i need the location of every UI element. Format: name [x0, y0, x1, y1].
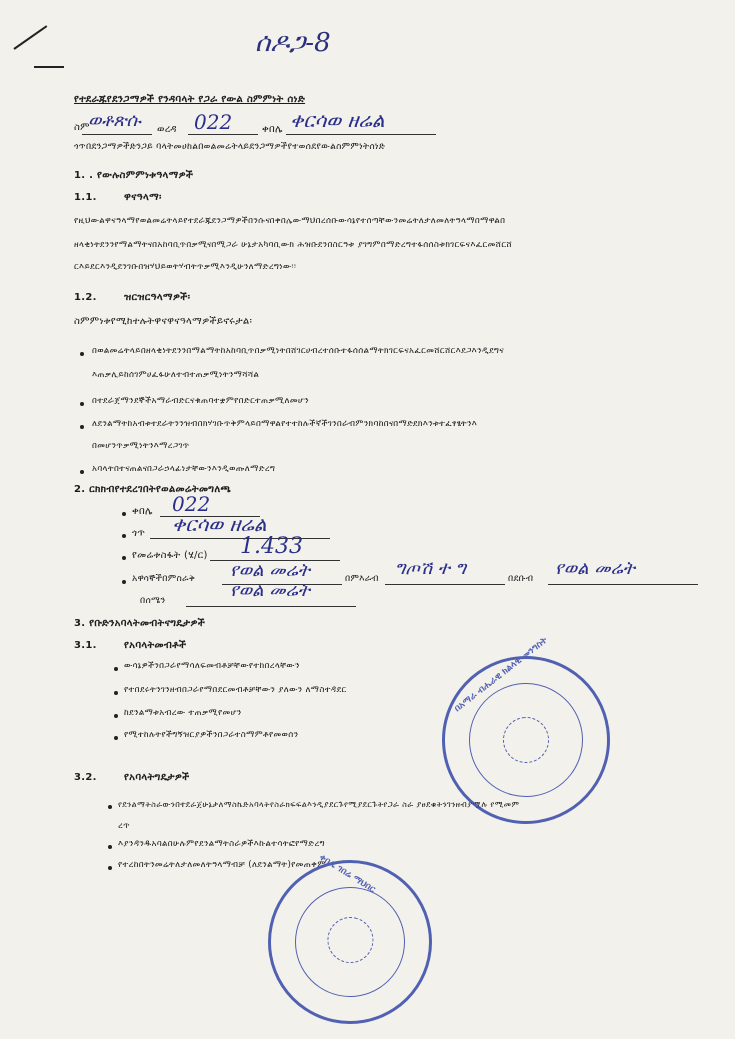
land-got-value: ቀርሳወ ዘሬል: [172, 512, 267, 536]
section-3-heading: 3. የቡድንአባላትመብትናግዴታዎች: [74, 618, 206, 629]
section-1-2-intro: ስምምነቱየሚከተሉትዋናዋናዓላማዎችይኖሩታል፡: [74, 316, 253, 327]
objective-item-4: አባላትበተናጠልናበጋራኃላፊነታቸውንእንዲወጡለማድረግ: [92, 464, 276, 474]
woreda-label: ወረዳ: [157, 124, 177, 135]
kebele-label: ቀበሌ: [262, 124, 283, 135]
stamp-right-text: በአማራ ብሔራዊ ክልላዊ መንግስት: [452, 635, 550, 715]
bullet-dot: [114, 691, 118, 695]
duty-item-1: የደንልማትስራውንበተደራጀሁኔታለማስኬድአባላትየስራክፍፍልእንዲያደርጉየሚያደርጉትየጋራ ስራ ያፀደቁትንገንዘብያሟሉ የሚመም: [118, 799, 520, 809]
bullet-dot: [80, 470, 84, 474]
bullet-dot: [80, 352, 84, 356]
kebele-handwritten: ቀርሳወ ዘሬል: [290, 108, 385, 132]
section-3-2-title: የአባላትግዴታዎች: [124, 772, 190, 783]
boundary-west-value: ግጦሽ ተ ግ: [395, 558, 467, 579]
boundary-south-label: በደቡብ: [508, 574, 534, 584]
stamp-bottom-text: ቀበሌ ገበሬ ማህበር: [317, 852, 377, 896]
section-1-2-number: 1.2.: [74, 292, 97, 303]
corner-mark: [13, 25, 47, 50]
section-1-1-line-2: ዘላቂነትደንንየማልማትናበአከባቢጥበቃሚናበሚጋራ ሁኔታአካባቢውክ ሕዝቡደንበስርዓቱ ያገግምበማድረግተፋሰሰስቱክገርፍናእፈርመሸርሸ: [74, 240, 513, 250]
objective-item-1: በወልመሬትላይበዘላቂነትደንንበማልማትከአከባቢጥበቃሚነትበሸገርሀብረተሰቡተፋሰሰልማትክገርፍናአፈርመሸርሸርእደጋእንዲደግና: [92, 346, 505, 356]
bullet-dot: [122, 556, 126, 560]
section-1-1-number: 1.1.: [74, 192, 97, 203]
duty-item-1-cont: ረጥ: [118, 821, 130, 831]
corner-dash: [34, 66, 64, 68]
objective-item-1-cont: እጠቃሊይከሰገምሀፈፋሁለተብተጠቃሚነትንማሻሻል: [92, 370, 260, 380]
boundary-south-underline: [548, 584, 698, 585]
land-kebele-label: ቀበሌ: [132, 506, 153, 517]
woreda-value: 022: [194, 110, 233, 134]
bullet-dot: [122, 512, 126, 516]
woreda-underline: [188, 134, 258, 135]
land-got-label: ጎጥ: [132, 528, 146, 539]
right-item-2: የተበደሩትንገንዘብበጋራየማበደርመብቶቻቸውን ያለውን ለማስተዳደር: [124, 685, 347, 695]
section-2-heading: 2. ርክክብየተደረገበትየወልመሬትመግለጫ: [74, 484, 232, 495]
boundary-east-label: አዋሳኞችበምስራቅ: [132, 574, 196, 584]
boundary-north-underline: [186, 606, 356, 607]
bullet-dot: [80, 425, 84, 429]
duty-item-2: እያንዳንዱአባልበሁሉምየደንልማትስራዎችእኩልተሳትፎየማድረግ: [118, 839, 325, 849]
section-3-1-number: 3.1.: [74, 640, 97, 651]
section-3-2-number: 3.2.: [74, 772, 97, 783]
right-item-4: የሚተከሉትየችግኝዝርያዎችንበጋራተስማምቶየመወሰን: [124, 730, 299, 740]
name-underline: [82, 134, 152, 135]
land-area-value: 1.433: [240, 534, 303, 559]
name-handwritten: ወቶጽሱ: [88, 110, 141, 131]
boundary-south-value: የወል መሬት: [555, 558, 635, 579]
bullet-dot: [114, 667, 118, 671]
bullet-dot: [114, 736, 118, 740]
boundary-west-label: በምእራብ: [345, 574, 379, 584]
document-title: የተደራጁየደንጋማዎች የንዳባላት የጋራ የውል ስምምነት ሰነድ: [74, 94, 306, 105]
section-1-1-title: ዋናዓላማ፡: [124, 192, 162, 203]
right-item-1: ውሳኔዎችንበጋራየማሳለፍመብቶቻቸውየተከበረላቸውን: [124, 661, 300, 671]
boundary-north-value: የወል መሬት: [230, 580, 310, 601]
section-3-1-title: የአባላትመብቶች: [124, 640, 187, 651]
land-kebele-value: 022: [172, 492, 211, 516]
bullet-dot: [122, 534, 126, 538]
boundary-west-underline: [385, 584, 505, 585]
boundary-north-label: በሰሜን: [140, 596, 166, 606]
kebele-underline: [286, 134, 436, 135]
section-1-1-line-3: ርእይደርእንዲደንገቡበዝሃህይወትሃብትጥቃሚእንዲሁንለማድረግነው፡፡: [74, 262, 297, 272]
official-stamp-bottom: [253, 845, 448, 1039]
document-subtitle: ጎጥበደንጋማዎችድንጋይ ባላትመሀከልበወልመሬትላይደንጋማዎችየተወሰደየውልስምምነትሰነድ: [74, 142, 386, 152]
name-label: ስም: [74, 122, 90, 133]
land-area-label: የመሬቱስፋት (ሄ/ር): [132, 550, 208, 561]
objective-item-3: ለደንልማትከአብቱተደራትንንዝብበክሃገቡጥቅምላይበማዋልየተተከሉችኛችገንበራብምንክባከበናበማድደክእንቱተፈፃፄትንእ: [92, 419, 478, 429]
objective-item-3-cont: በመሆንጥቃሚነትንእማረጋገጥ: [92, 441, 190, 451]
bullet-dot: [114, 714, 118, 718]
duty-item-3: የተረከበትንመሬትለታለመለትዓላማብቻ (ለደንልማት)የመጠቀም: [118, 860, 326, 870]
bullet-dot: [108, 845, 112, 849]
bullet-dot: [108, 866, 112, 870]
bullet-dot: [108, 805, 112, 809]
section-1-1-line-1: የዚህውልዋናዓላማየወልመሬትላይየተደራጁደንጋማዎችበንሱናበቀበሌውማህበረሰቡውሳኔየተሰጣቸውንመሬትለታለመለትዓላማበማዋልበ: [74, 216, 506, 226]
right-item-3: ከደንልማቱአብረው ተጠቃሚየመሆን: [124, 708, 242, 718]
objective-item-2: በተደራጀማንደኞችአማራብድርናቁጠባተቋምየበድርተጠቃሚለመሆን: [92, 396, 309, 406]
section-1-2-title: ዝርዝርዓላማዎች፡: [124, 292, 191, 303]
handwritten-reference: ሰዶጋ-8: [255, 28, 331, 58]
boundary-east-value: የወል መሬት: [230, 560, 310, 581]
section-1-heading: 1. . የውሉስምምነቱዓላማዎች: [74, 170, 194, 181]
bullet-dot: [122, 580, 126, 584]
bullet-dot: [80, 402, 84, 406]
